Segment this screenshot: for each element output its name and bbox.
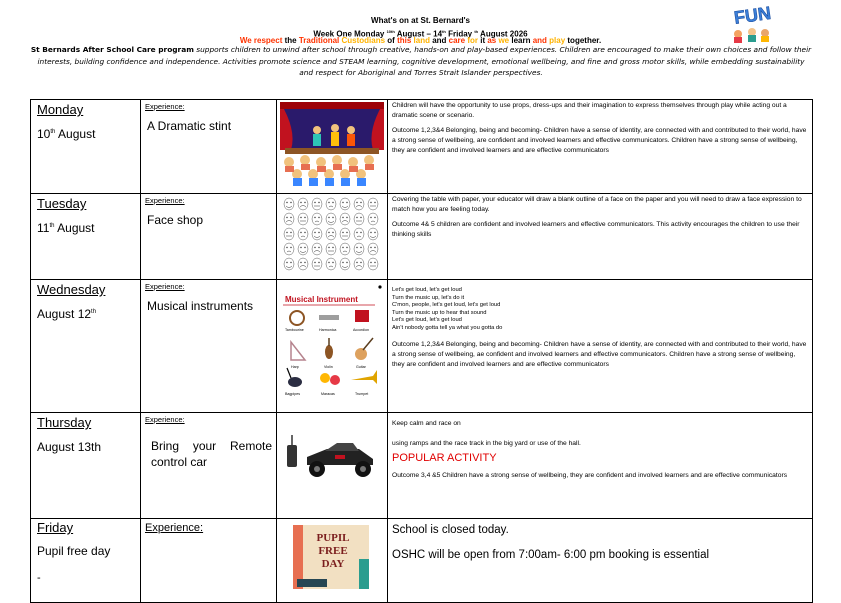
day-cell <box>31 100 141 194</box>
day-cell <box>31 413 141 519</box>
day-date: Pupil free day <box>37 544 111 558</box>
week-dates: Week One Monday $^{10th}$ August – 14th Friday $^{th}$ August 2026 <box>313 29 528 39</box>
face-sketch <box>340 243 350 255</box>
svg-text:Tambourine: Tambourine <box>285 328 304 332</box>
acknowledgement-word: this <box>397 36 414 45</box>
table-row <box>31 100 813 194</box>
face-sketch <box>312 198 322 210</box>
face-sketch <box>312 213 322 225</box>
description-cell <box>388 100 813 194</box>
face-sketch <box>312 243 322 255</box>
image-cell <box>277 280 388 413</box>
day-date: 11th August <box>37 221 95 235</box>
face-sketch <box>298 258 308 270</box>
acknowledgement-word: play <box>549 36 568 45</box>
svg-text:Guitar: Guitar <box>356 365 366 369</box>
day-date: August 12th <box>37 307 97 321</box>
day-cell <box>31 519 141 603</box>
image-cell <box>277 519 388 603</box>
face-sketch <box>284 228 294 240</box>
acknowledgement-word: care <box>448 36 468 45</box>
acknowledgement-word: it <box>480 36 488 45</box>
lyric-line: Let's get loud, let's get loud <box>392 287 462 293</box>
program-intro: St Bernards After School Care program supports children to unwind after school through creative, hands-on and play-based experiences. Children are encouraged to make their own choices and follow their interests, building confidence and independence. Activities promote science and STEAM learning, cognitive development, emotional wellbeing, and fine and gross motor skills, while embedding sustainability and respect for Aboriginal and Torres Strait Islander perspectives. <box>30 45 812 77</box>
day-name: Monday <box>37 102 84 117</box>
lyric-line: Turn the music up to hear that sound <box>392 309 487 316</box>
svg-text:FREE: FREE <box>318 545 348 557</box>
experience-label: Experience: <box>145 196 185 205</box>
oshc-notice: OSHC will be open from 7:00am- 6:00 pm booking is essential <box>392 549 710 561</box>
face-sketch <box>298 213 308 225</box>
face-sketch <box>368 258 378 270</box>
face-sketch <box>340 258 350 270</box>
activity-title: Face shop <box>147 213 204 227</box>
acknowledgement-word: together. <box>567 36 602 45</box>
svg-text:Violin: Violin <box>324 365 333 369</box>
svg-text:DAY: DAY <box>321 558 345 570</box>
svg-text:Maracas: Maracas <box>321 392 335 396</box>
face-sketch <box>368 243 378 255</box>
day-date: August 13th <box>37 440 102 454</box>
experience-label: Experience: <box>145 102 185 111</box>
activity-title: Musical instruments <box>147 299 254 313</box>
acknowledgement-word: Custodians <box>341 36 388 45</box>
outcome-paragraph: Outcome 4& 5 children are confident and involved learners and effective communicators. This activity encourages the children to use their thinking skills <box>392 221 800 238</box>
face-sketch <box>340 228 350 240</box>
face-sketch <box>298 243 308 255</box>
theatre-stage-icon <box>277 100 387 188</box>
description-paragraph: Children will have the opportunity to use props, dress-ups and their imagination to express themselves through play while acting out a dramatic scene or scenario. <box>392 102 787 119</box>
description-paragraph: Covering the table with paper, your educator will draw a blank outline of a face on the paper and you will need to draw a face expression to match how you are feeling today. <box>392 196 802 213</box>
face-sketch <box>326 243 336 255</box>
weekly-schedule-table <box>30 99 813 603</box>
acknowledgement-word: we <box>498 36 512 45</box>
face-sketch <box>340 198 350 210</box>
day-name: Tuesday <box>37 196 87 211</box>
description-cell <box>388 519 813 603</box>
activity-title: Bring your Remote control car <box>151 439 272 469</box>
face-sketch <box>354 258 364 270</box>
description-cell <box>388 280 813 413</box>
face-sketch <box>312 228 322 240</box>
outcome-paragraph: Outcome 1,2,3&4 Belonging, being and becoming- Children have a sense of identity, are connected with and contributed to their world, have a strong sense of wellbeing, ae confident and involved learners and effective communicators. Children have a strong sense of wellbeing, they are confident and involved learners and are effective communicators <box>392 341 807 368</box>
acknowledgement-word: Traditional <box>298 36 342 45</box>
face-sketch <box>326 213 336 225</box>
lyric-line: Turn the music up, let's do it <box>392 294 465 301</box>
experience-label: Experience: <box>145 415 185 424</box>
svg-text:Harmonica: Harmonica <box>319 328 337 332</box>
acknowledgement-word: land <box>413 36 433 45</box>
acknowledgement-word: of <box>387 36 398 45</box>
experience-label: Experience: <box>145 522 204 534</box>
face-sketch <box>326 198 336 210</box>
face-sketch <box>368 198 378 210</box>
svg-text:FUN: FUN <box>732 2 773 28</box>
school-closed-notice: School is closed today. <box>392 524 509 536</box>
acknowledgement-word: and <box>432 36 449 45</box>
day-name: Wednesday <box>37 282 106 297</box>
image-cell <box>277 194 388 280</box>
svg-text:Trumpet: Trumpet <box>355 392 369 396</box>
face-sketch <box>298 198 308 210</box>
face-expressions-icon <box>277 194 387 274</box>
pupil-free-day-icon <box>277 519 387 597</box>
description-paragraph: Keep calm and race on <box>392 420 461 427</box>
day-cell <box>31 280 141 413</box>
activity-title <box>141 534 276 542</box>
face-sketch <box>340 213 350 225</box>
face-sketch <box>284 243 294 255</box>
experience-cell <box>141 194 277 280</box>
experience-cell <box>141 413 277 519</box>
svg-text:PUPIL: PUPIL <box>316 532 350 544</box>
experience-label: Experience: <box>145 282 185 291</box>
day-name: Friday <box>37 520 74 535</box>
activity-title: A Dramatic stint <box>147 119 232 133</box>
face-sketch <box>368 228 378 240</box>
remote-control-car-icon <box>277 413 387 513</box>
image-cell <box>277 100 388 194</box>
description-cell <box>388 413 813 519</box>
face-sketch <box>368 213 378 225</box>
svg-text:Harp: Harp <box>291 365 299 369</box>
description-cell <box>388 194 813 280</box>
svg-text:Bagpipes: Bagpipes <box>285 392 300 396</box>
face-sketch <box>354 213 364 225</box>
acknowledgement-word: learn <box>511 36 533 45</box>
face-sketch <box>312 258 322 270</box>
experience-cell <box>141 100 277 194</box>
acknowledgement-word: and <box>532 36 550 45</box>
day-name: Thursday <box>37 415 92 430</box>
face-sketch <box>284 258 294 270</box>
lyric-line: C'mon, people, let's get loud, let's get loud <box>392 302 501 308</box>
outcome-paragraph: Outcome 1,2,3&4 Belonging, being and becoming- Children have a sense of identity, are connected with and contributed to their world, have a strong sense of wellbeing, are confident and involved learners and effective communicators. Children have a strong sense of wellbeing, they are confident and involved learners and are effective communicators <box>392 127 807 154</box>
fun-logo-icon <box>728 2 774 44</box>
image-cell <box>277 413 388 519</box>
lyric-line: Ain't nobody gotta tell ya what you gotta do <box>392 324 503 331</box>
face-sketch <box>284 213 294 225</box>
acknowledgement-word: as <box>487 36 499 45</box>
description-paragraph: using ramps and the race track in the big yard or use of the hall. <box>392 440 581 447</box>
lyric-line: Let's get loud, let's get loud <box>392 317 462 323</box>
song-lyrics <box>392 287 808 332</box>
table-row <box>31 280 813 413</box>
face-sketch <box>284 198 294 210</box>
table-row <box>31 519 813 603</box>
musical-instruments-icon <box>277 280 387 400</box>
face-sketch <box>298 228 308 240</box>
acknowledgement-word: We respect <box>239 36 285 45</box>
acknowledgement-word: for <box>467 36 481 45</box>
outcome-paragraph: Outcome 3,4 &5 Children have a strong sense of wellbeing, they are confident and involved learners and are effective communicators <box>392 472 788 479</box>
popular-activity-label: POPULAR ACTIVITY <box>392 452 497 464</box>
face-sketch <box>326 228 336 240</box>
day-date: 10th August <box>37 127 96 141</box>
dash-mark: - <box>37 572 41 584</box>
face-sketch <box>354 198 364 210</box>
table-row <box>31 194 813 280</box>
experience-cell <box>141 280 277 413</box>
day-cell <box>31 194 141 280</box>
table-row <box>31 413 813 519</box>
face-sketch <box>326 258 336 270</box>
experience-cell <box>141 519 277 603</box>
acknowledgement-word: the <box>284 36 299 45</box>
instrument-chart-title: Musical Instrument <box>285 295 358 304</box>
page-title: What's on at St. Bernard's <box>371 16 470 25</box>
svg-text:Accordion: Accordion <box>353 328 369 332</box>
face-sketch <box>354 228 364 240</box>
face-sketch <box>354 243 364 255</box>
